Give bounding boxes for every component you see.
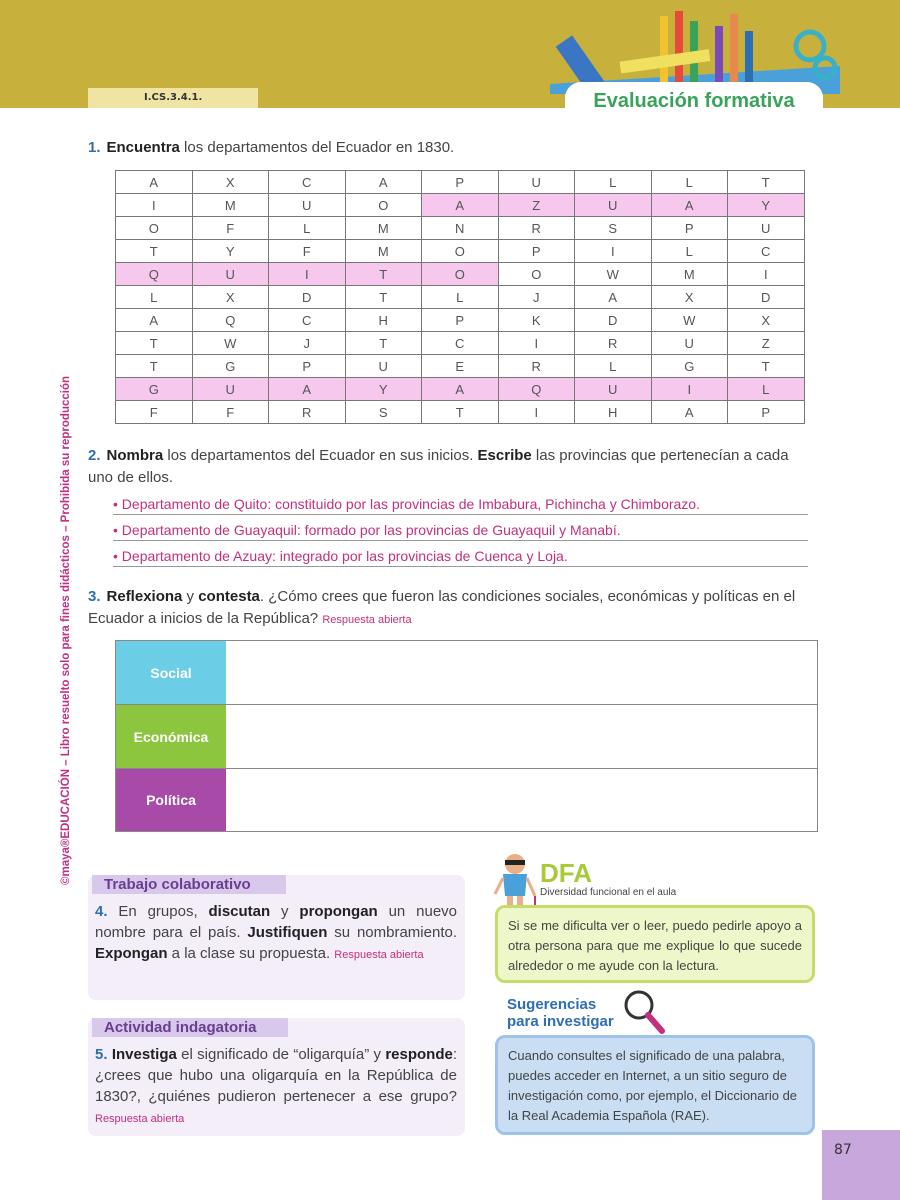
grid-cell: R — [269, 401, 346, 424]
grid-row — [116, 286, 805, 309]
grid-cell: A — [651, 194, 728, 217]
grid-cell: L — [269, 217, 346, 240]
grid-row — [116, 309, 805, 332]
grid-row — [116, 401, 805, 424]
grid-cell: C — [269, 309, 346, 332]
grid-cell: U — [575, 194, 652, 217]
grid-cell: I — [269, 263, 346, 286]
question-number: 2. — [88, 447, 101, 464]
question-text: su nombramiento. — [327, 924, 457, 941]
grid-cell: M — [345, 240, 422, 263]
grid-cell: D — [728, 286, 805, 309]
section-title: Evaluación formativa — [565, 82, 823, 118]
grid-cell: W — [651, 309, 728, 332]
grid-cell: Z — [728, 332, 805, 355]
grid-cell: Y — [728, 194, 805, 217]
question-verb: discutan — [208, 903, 271, 920]
grid-cell: T — [728, 355, 805, 378]
word-search-grid — [115, 170, 805, 424]
grid-cell: L — [116, 286, 193, 309]
question-number: 1. — [88, 139, 101, 156]
grid-cell: C — [269, 171, 346, 194]
grid-cell: F — [269, 240, 346, 263]
grid-cell: P — [651, 217, 728, 240]
page-number: 87 — [822, 1130, 900, 1200]
grid-cell: U — [575, 378, 652, 401]
grid-row — [116, 263, 805, 286]
grid-cell: G — [192, 355, 269, 378]
grid-cell: M — [345, 217, 422, 240]
suggestions-text: Cuando consultes el significado de una palabra, puedes acceder en Internet, a un sitio seguro de investigación como, por ejemplo, el Diccionario de la Real Academia Española (RAE). — [495, 1035, 815, 1135]
grid-cell: F — [192, 217, 269, 240]
grid-cell: I — [575, 240, 652, 263]
grid-cell: P — [269, 355, 346, 378]
grid-cell: D — [269, 286, 346, 309]
question-verb: Expongan — [95, 945, 168, 962]
grid-cell: P — [728, 401, 805, 424]
question-verb: Encuentra — [106, 139, 180, 156]
open-answer-note: Respuesta abierta — [95, 1113, 185, 1125]
grid-cell: T — [422, 401, 499, 424]
open-answer-note: Respuesta abierta — [322, 614, 412, 626]
grid-cell: I — [498, 401, 575, 424]
question-verb: contesta — [198, 588, 260, 605]
condition-label: Política — [116, 769, 226, 831]
grid-cell: U — [269, 194, 346, 217]
question-verb: responde — [385, 1046, 453, 1063]
grid-cell: A — [422, 378, 499, 401]
grid-cell: S — [575, 217, 652, 240]
grid-cell: H — [575, 401, 652, 424]
grid-cell: S — [345, 401, 422, 424]
grid-cell: T — [345, 263, 422, 286]
condition-label: Social — [116, 641, 226, 704]
grid-cell: C — [422, 332, 499, 355]
dfa-text: Si se me dificulta ver o leer, puedo pedirle apoyo a otra persona para que me explique lo que sucede alrededor o me ayude con la lectura. — [495, 905, 815, 983]
grid-cell: D — [575, 309, 652, 332]
grid-cell: X — [651, 286, 728, 309]
grid-cell: H — [345, 309, 422, 332]
answer-line: • Departamento de Quito: constituido por las provincias de Imbabura, Pichincha y Chimborazo. — [113, 494, 808, 515]
question-text: los departamentos del Ecuador en 1830. — [179, 139, 455, 156]
grid-cell: O — [422, 240, 499, 263]
question-text: : ¿crees que hubo una oligarquía en la República de 1830?, ¿quiénes pudieron pertenecer a ese grupo? — [95, 1046, 457, 1105]
grid-cell: P — [422, 171, 499, 194]
question-number: 5. — [95, 1046, 108, 1063]
grid-cell: T — [116, 332, 193, 355]
grid-cell: T — [345, 332, 422, 355]
grid-row — [116, 378, 805, 401]
question-1 — [88, 137, 454, 159]
grid-row — [116, 240, 805, 263]
grid-cell: L — [651, 171, 728, 194]
grid-cell: O — [498, 263, 575, 286]
grid-cell: G — [651, 355, 728, 378]
grid-cell: L — [422, 286, 499, 309]
grid-cell: P — [498, 240, 575, 263]
question-verb: Nombra — [106, 447, 164, 464]
question-number: 3. — [88, 588, 101, 605]
dfa-child-icon — [493, 852, 537, 912]
grid-cell: U — [498, 171, 575, 194]
question-text: . ¿Cómo crees que fueron las condiciones sociales, económicas y políticas en el Ecuador a inicios de la República? — [88, 588, 796, 627]
question-verb: propongan — [299, 903, 378, 920]
grid-cell: L — [575, 355, 652, 378]
suggestions-title-line: para investigar — [507, 1013, 614, 1030]
condition-row-economica — [116, 705, 817, 769]
grid-cell: O — [345, 194, 422, 217]
grid-cell: O — [422, 263, 499, 286]
question-verb: Investiga — [111, 1046, 177, 1063]
grid-cell: Q — [498, 378, 575, 401]
grid-cell: I — [498, 332, 575, 355]
copyright-sidebar: ©maya®EDUCACIÓN – Libro resuelto solo para fines didácticos – Prohibida su reproducción — [60, 376, 72, 885]
question-text: y — [270, 903, 300, 920]
grid-cell: Q — [192, 309, 269, 332]
collab-tag: Trabajo colaborativo — [92, 875, 286, 894]
grid-cell: J — [498, 286, 575, 309]
grid-cell: R — [498, 217, 575, 240]
grid-cell: A — [116, 309, 193, 332]
question-verb: Reflexiona — [106, 588, 183, 605]
question-3 — [88, 586, 816, 631]
grid-row — [116, 332, 805, 355]
magnifier-icon — [622, 988, 666, 1034]
grid-cell: Y — [345, 378, 422, 401]
suggestions-title — [507, 996, 614, 1030]
grid-cell: R — [575, 332, 652, 355]
answer-line: • Departamento de Azuay: integrado por las provincias de Cuenca y Loja. — [113, 546, 808, 567]
grid-cell: A — [575, 286, 652, 309]
grid-cell: T — [345, 286, 422, 309]
grid-cell: M — [651, 263, 728, 286]
suggestions-title-line: Sugerencias — [507, 996, 597, 1013]
grid-cell: I — [651, 378, 728, 401]
question-text: a la clase su propuesta. — [167, 945, 335, 962]
grid-cell: W — [575, 263, 652, 286]
grid-cell: N — [422, 217, 499, 240]
condition-label: Económica — [116, 705, 226, 768]
grid-cell: M — [192, 194, 269, 217]
question-5 — [95, 1044, 457, 1130]
question-text: En grupos, — [107, 903, 209, 920]
grid-row — [116, 194, 805, 217]
dfa-title: DFA — [540, 858, 592, 888]
grid-cell: I — [728, 263, 805, 286]
grid-row — [116, 171, 805, 194]
grid-cell: I — [116, 194, 193, 217]
condition-row-politica — [116, 769, 817, 831]
dfa-subtitle: Diversidad funcional en el aula — [540, 887, 677, 898]
question-verb: Justifiquen — [247, 924, 328, 941]
grid-cell: U — [651, 332, 728, 355]
condition-answer-cell[interactable] — [226, 641, 817, 704]
grid-cell: G — [116, 378, 193, 401]
grid-cell: T — [116, 355, 193, 378]
grid-cell: A — [345, 171, 422, 194]
conditions-table — [115, 640, 818, 832]
grid-cell: A — [651, 401, 728, 424]
grid-cell: F — [116, 401, 193, 424]
question-verb: Escribe — [477, 447, 532, 464]
grid-row — [116, 355, 805, 378]
grid-cell: J — [269, 332, 346, 355]
question-2 — [88, 445, 816, 489]
question-text: el significado de “oligarquía” y — [176, 1046, 386, 1063]
skill-code-tab: I.CS.3.4.1. — [88, 88, 258, 108]
grid-row — [116, 217, 805, 240]
grid-cell: A — [422, 194, 499, 217]
answer-line: • Departamento de Guayaquil: formado por las provincias de Guayaquil y Manabí. — [113, 520, 808, 541]
grid-cell: K — [498, 309, 575, 332]
grid-cell: Y — [192, 240, 269, 263]
question-text: un nuevo nombre para el país. — [95, 903, 458, 941]
grid-cell: A — [116, 171, 193, 194]
question-4 — [95, 901, 457, 966]
grid-cell: U — [192, 263, 269, 286]
grid-cell: T — [116, 240, 193, 263]
grid-cell: U — [192, 378, 269, 401]
grid-cell: A — [269, 378, 346, 401]
grid-cell: L — [728, 378, 805, 401]
grid-cell: P — [422, 309, 499, 332]
question-text: y — [182, 588, 199, 605]
condition-answer-cell[interactable] — [226, 769, 817, 831]
grid-cell: L — [575, 171, 652, 194]
grid-cell: X — [192, 286, 269, 309]
grid-cell: C — [728, 240, 805, 263]
open-answer-note: Respuesta abierta — [334, 949, 424, 961]
grid-cell: Z — [498, 194, 575, 217]
grid-cell: F — [192, 401, 269, 424]
grid-cell: X — [728, 309, 805, 332]
grid-cell: O — [116, 217, 193, 240]
grid-cell: L — [651, 240, 728, 263]
question-text: los departamentos del Ecuador en sus inicios. — [163, 447, 478, 464]
grid-cell: X — [192, 171, 269, 194]
grid-cell: Q — [116, 263, 193, 286]
grid-cell: U — [728, 217, 805, 240]
condition-row-social — [116, 641, 817, 705]
grid-cell: U — [345, 355, 422, 378]
indag-tag: Actividad indagatoria — [92, 1018, 288, 1037]
question-number: 4. — [95, 903, 108, 920]
grid-cell: T — [728, 171, 805, 194]
condition-answer-cell[interactable] — [226, 705, 817, 768]
question-text: las provincias que pertenecían a cada uno de ellos. — [88, 447, 789, 486]
grid-cell: R — [498, 355, 575, 378]
grid-cell: W — [192, 332, 269, 355]
grid-cell: E — [422, 355, 499, 378]
